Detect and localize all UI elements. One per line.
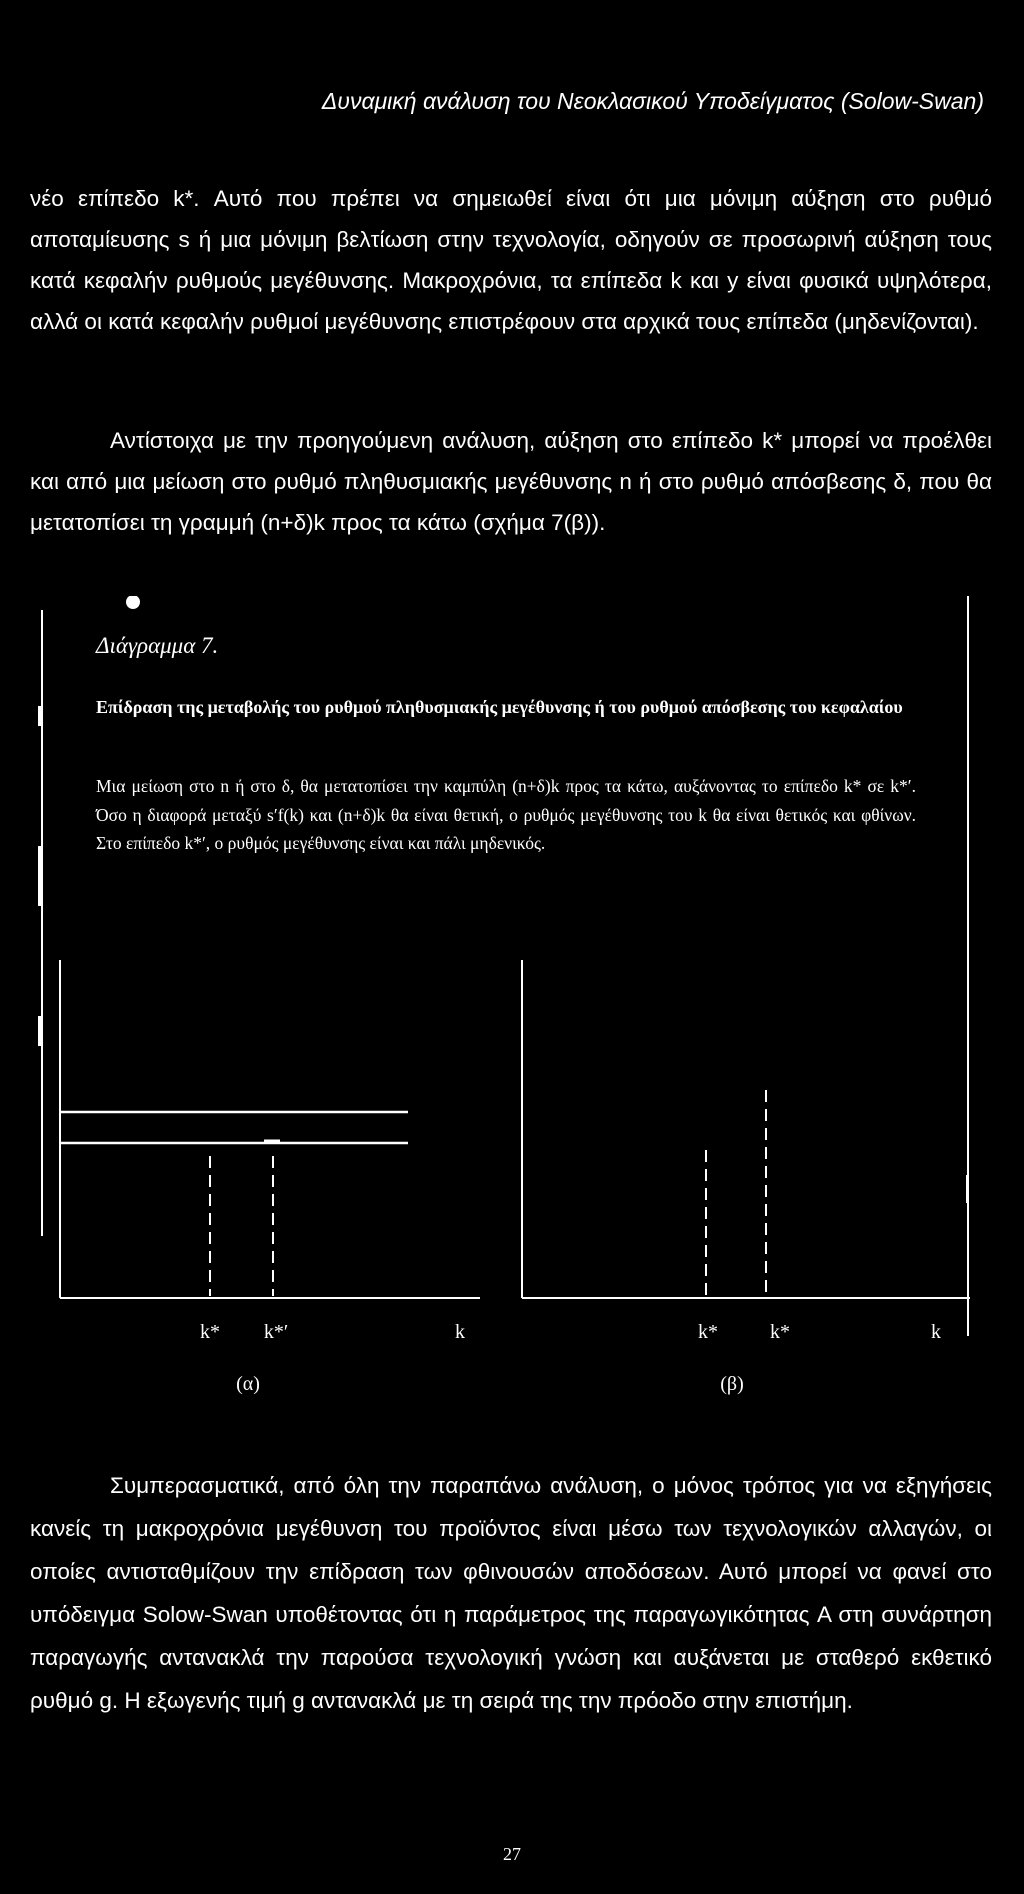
page-number: 27 bbox=[503, 1844, 521, 1864]
panel-a-xlabel-kstar: k* bbox=[200, 1321, 220, 1343]
running-header: Δυναμική ανάλυση του Νεοκλασικού Υποδείγματος (Solow-Swan) bbox=[321, 88, 984, 114]
panel-a-xlabel-k: k bbox=[455, 1321, 465, 1343]
paragraph-2-text: Αντίστοιχα με την προηγούμενη ανάλυση, αύξηση στο επίπεδο k* μπορεί να προέλθει και από μια μείωση στο ρυθμό πληθυσμιακής μεγέθυνσης n ή στο ρυθμό απόσβεσης δ, που θα μετατοπίσει τη γραμμή (n+δ)k προς τα κάτω (σχήμα 7(β)). bbox=[30, 428, 992, 535]
panel-a bbox=[40, 960, 480, 1400]
panel-b-xlabel-kstar: k* bbox=[698, 1321, 718, 1343]
panel-b bbox=[500, 960, 980, 1400]
panel-a-xlabel-kstar-prime: k*′ bbox=[263, 1321, 289, 1343]
paragraph-3-text: Συμπερασματικά, από όλη την παραπάνω ανάλυση, ο μόνος τρόπος για να εξηγήσεις κανείς τη μακροχρόνια μεγέθυνση του προϊόντος είναι μέσω των τεχνολογικών αλλαγών, οι οποίες αντισταθμίζουν την επίδραση των φθινουσών αποδόσεων. Αυτό μπορεί να φανεί στο υπόδειγμα Solow-Swan υποθέτοντας ότι η παράμετρος της παραγωγικότητας A στη συνάρτηση παραγωγής αντανακλά την παρούσα τεχνολογική γνώση και αυξάνεται με σταθερό εκθετικό ρυθμό g. Η εξωγενής τιμή g αντανακλά με τη σειρά της την πρόοδο στην επιστήμη. bbox=[30, 1473, 992, 1713]
paragraph-3 bbox=[30, 1464, 992, 1722]
panel-b-xlabel-kstar-new: k* bbox=[770, 1321, 790, 1343]
panel-b-xlabel-k: k bbox=[931, 1321, 941, 1343]
panel-b-caption: (β) bbox=[720, 1373, 744, 1395]
diagram-description: Μια μείωση στο n ή στο δ, θα μετατοπίσει την καμπύλη (n+δ)k προς τα κάτω, αυξάνοντας το επίπεδο k* σε k*′. Όσο η διαφορά μεταξύ s′f(k) και (n+δ)k θα είναι θετική, ο ρυθμός μεγέθυνσης του k θα είναι θετικός και φθίνων. Στο επίπεδο k*′, ο ρυθμός μεγέθυνσης είναι και πάλι μηδενικός. bbox=[96, 776, 916, 853]
diagram-title: Διάγραμμα 7. bbox=[96, 633, 219, 658]
paragraph-1-text: νέο επίπεδο k*. Αυτό που πρέπει να σημειωθεί είναι ότι μια μόνιμη αύξηση στο ρυθμό αποταμίευσης s ή μια μόνιμη βελτίωση στην τεχνολογία, οδηγούν σε προσωρινή αύξηση τους κατά κεφαλήν ρυθμούς μεγέθυνσης. Μακροχρόνια, τα επίπεδα k και y είναι φυσικά υψηλότερα, αλλά οι κατά κεφαλήν ρυθμοί μεγέθυνσης επιστρέφουν στα αρχικά τους επίπεδα (μηδενίζονται). bbox=[30, 186, 992, 334]
diagram-subtitle: Επίδραση της μεταβολής του ρυθμού πληθυσμιακής μεγέθυνσης ή του ρυθμού απόσβεσης του κεφαλαίου bbox=[96, 697, 903, 717]
paragraph-2 bbox=[30, 420, 992, 543]
paragraph-1 bbox=[30, 178, 992, 342]
panel-a-caption: (α) bbox=[236, 1373, 260, 1395]
